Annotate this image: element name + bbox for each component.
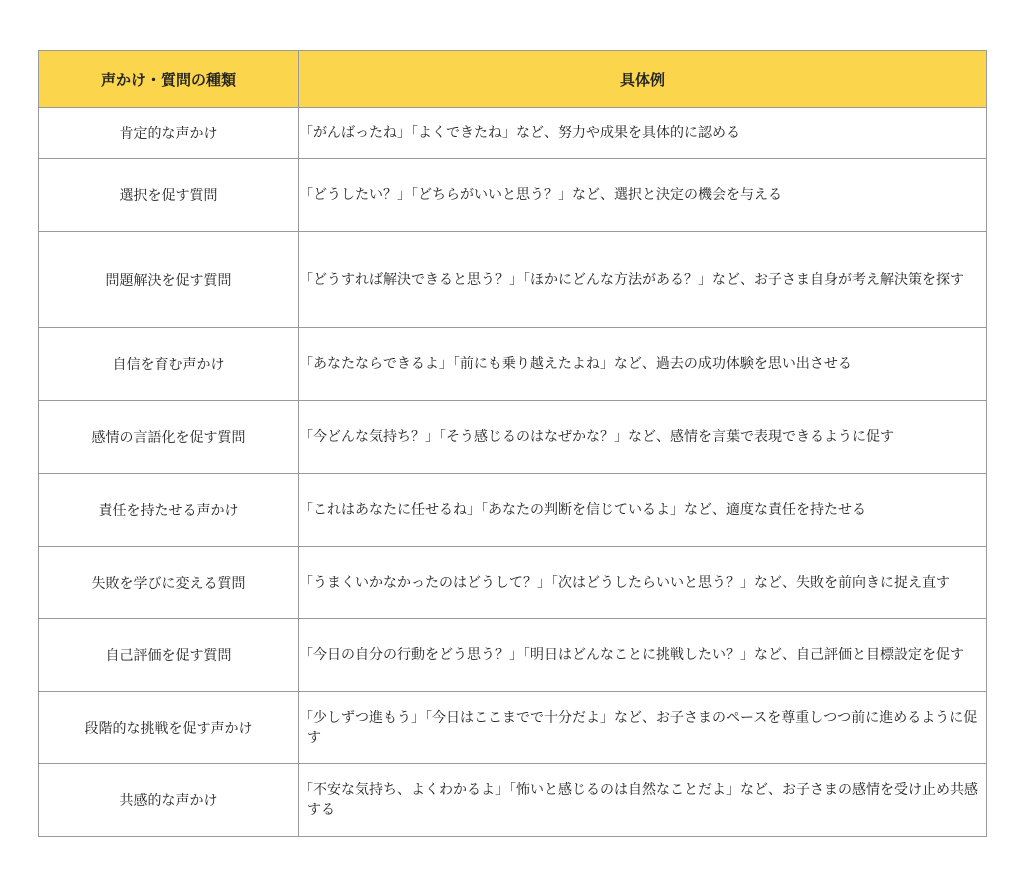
row-type: 責任を持たせる声かけ xyxy=(39,474,299,547)
table-row xyxy=(39,328,987,401)
row-example: 「あなたならできるよ」「前にも乗り越えたよね」など、過去の成功体験を思い出させる xyxy=(299,356,852,372)
header-example: 具体例 xyxy=(299,51,987,108)
row-type: 選択を促す質問 xyxy=(39,159,299,232)
row-type: 問題解決を促す質問 xyxy=(39,232,299,328)
row-example: 「今どんな気持ち？」「そう感じるのはなぜかな？」など、感情を言葉で表現できるように促す xyxy=(299,429,894,445)
table-row xyxy=(39,692,987,764)
row-type: 自己評価を促す質問 xyxy=(39,619,299,692)
table-row xyxy=(39,619,987,692)
table-row xyxy=(39,232,987,328)
row-example: 「どうしたい？」「どちらがいいと思う？」など、選択と決定の機会を与える xyxy=(299,187,782,203)
row-example: 「どうすれば解決できると思う？」「ほかにどんな方法がある？」など、お子さま自身が考え解決策を探す xyxy=(299,271,964,288)
table-row xyxy=(39,108,987,159)
row-example: 「これはあなたに任せるね」「あなたの判断を信じているよ」など、適度な責任を持たせる xyxy=(299,502,866,518)
table-row xyxy=(39,764,987,837)
table-row xyxy=(39,401,987,474)
table-row xyxy=(39,547,987,619)
row-type: 段階的な挑戦を促す声かけ xyxy=(39,692,299,764)
row-type: 感情の言語化を促す質問 xyxy=(39,401,299,474)
row-type: 共感的な声かけ xyxy=(39,764,299,837)
row-example: 「うまくいかなかったのはどうして？」「次はどうしたらいいと思う？」など、失敗を前向きに捉え直す xyxy=(299,574,950,591)
row-example: 「今日の自分の行動をどう思う？」「明日はどんなことに挑戦したい？」など、自己評価と目標設定を促す xyxy=(299,647,964,663)
row-example: 「少しずつ進もう」「今日はここまでで十分だよ」など、お子さまのペースを尊重しつつ前に進めるように促す xyxy=(299,709,978,746)
header-row xyxy=(39,51,987,108)
comparison-table xyxy=(38,50,987,837)
row-type: 自信を育む声かけ xyxy=(39,328,299,401)
row-example: 「不安な気持ち、よくわかるよ」「怖いと感じるのは自然なことだよ」など、お子さまの感情を受け止め共感する xyxy=(299,782,978,818)
table-row xyxy=(39,159,987,232)
header-type: 声かけ・質問の種類 xyxy=(39,51,299,108)
row-example: 「がんばったね」「よくできたね」など、努力や成果を具体的に認める xyxy=(299,125,740,141)
row-type: 失敗を学びに変える質問 xyxy=(39,547,299,619)
row-type: 肯定的な声かけ xyxy=(39,108,299,159)
table-row xyxy=(39,474,987,547)
